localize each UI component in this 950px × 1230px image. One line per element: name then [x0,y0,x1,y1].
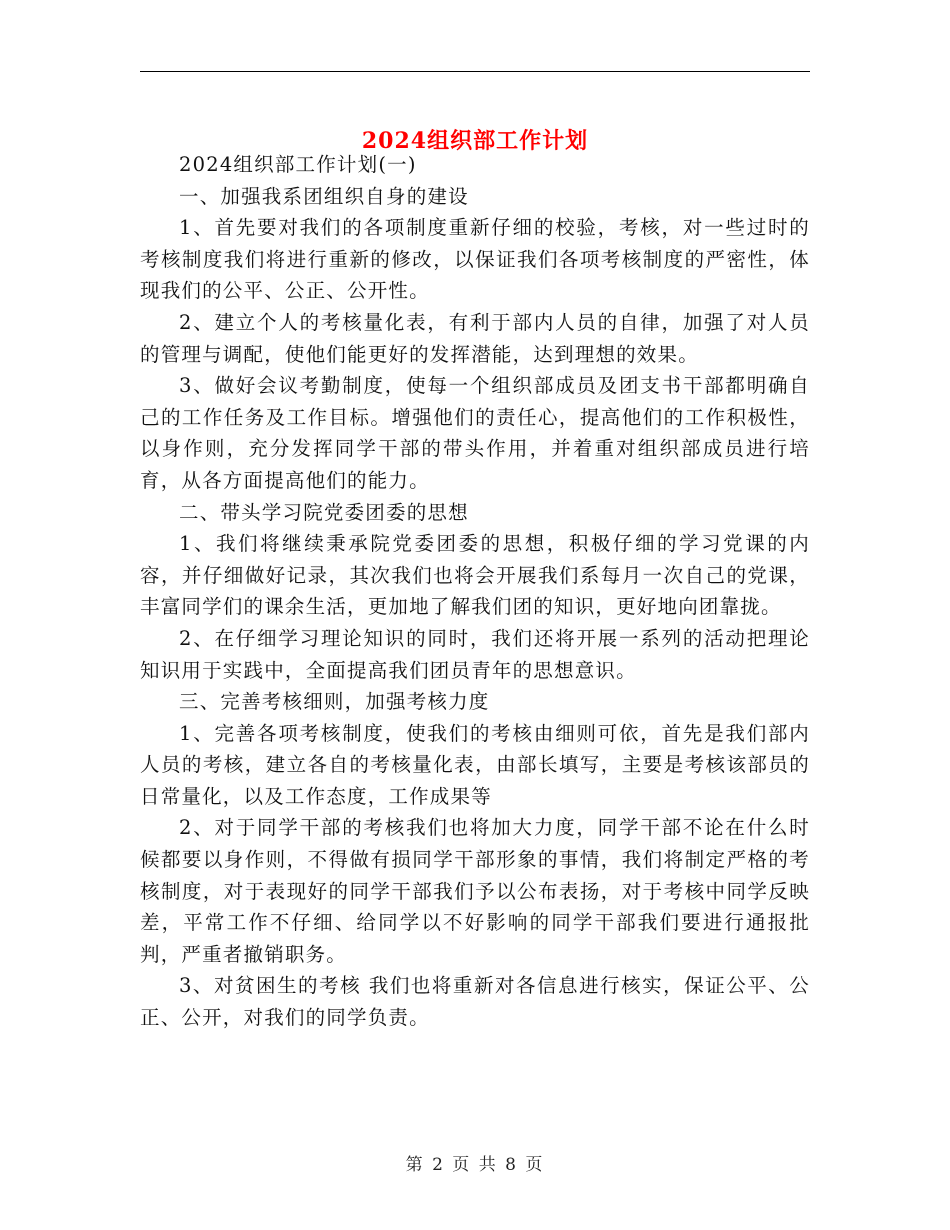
paragraph-section-3-item-2: 2、对于同学干部的考核我们也将加大力度，同学干部不论在什么时候都要以身作则，不得做有损同学干部形象的事情，我们将制定严格的考核制度，对于表现好的同学干部我们予以公布表扬，对于考核中同学反映差，平常工作不仔细、给同学以不好影响的同学干部我们要进行通报批判，严重者撤销职务。 [140,816,810,966]
paragraph-section-3-item-3: 3、对贫困生的考核 我们也将重新对各信息进行核实，保证公平、公正、公开，对我们的同学负责。 [140,974,810,1030]
paragraph-section-3-heading: 三、完善考核细则，加强考核力度 [179,690,490,714]
paragraph-subtitle: 2024组织部工作计划(一) [179,153,417,176]
paragraph-section-1-item-2: 2、建立个人的考核量化表，有利于部内人员的自律，加强了对人员的管理与调配，使他们能更好的发挥潜能，达到理想的效果。 [140,310,810,366]
paragraph-section-1-item-1: 1、首先要对我们的各项制度重新仔细的校验，考核，对一些过时的考核制度我们将进行重新的修改，以保证我们各项考核制度的严密性，体现我们的公平、公正、公开性。 [140,216,810,303]
paragraph-section-2-heading: 二、带头学习院党委团委的思想 [179,500,469,524]
paragraph-section-1-heading: 一、加强我系团组织自身的建设 [179,184,469,208]
page-number-footer: 第 2 页 共 8 页 [405,1155,545,1175]
paragraph-section-2-item-1: 1、我们将继续秉承院党委团委的思想，积极仔细的学习党课的内容，并仔细做好记录，其次我们也将会开展我们系每月一次自己的党课，丰富同学们的课余生活，更加地了解我们团的知识，更好地向团靠拢。 [140,532,810,619]
paragraph-section-2-item-2: 2、在仔细学习理论知识的同时，我们还将开展一系列的活动把理论知识用于实践中，全面提高我们团员青年的思想意识。 [140,626,810,682]
header-rule [140,71,810,72]
document-body [140,149,810,1034]
paragraph-section-3-item-1: 1、完善各项考核制度，使我们的考核由细则可依，首先是我们部内人员的考核，建立各自的考核量化表，由部长填写，主要是考核该部员的日常量化，以及工作态度，工作成果等 [140,721,810,808]
document-title: 2024组织部工作计划 [361,127,589,154]
paragraph-section-1-item-3: 3、做好会议考勤制度，使每一个组织部成员及团支书干部都明确自己的工作任务及工作目标。增强他们的责任心，提高他们的工作积极性，以身作则，充分发挥同学干部的带头作用，并着重对组织部成员进行培育，从各方面提高他们的能力。 [140,374,810,492]
